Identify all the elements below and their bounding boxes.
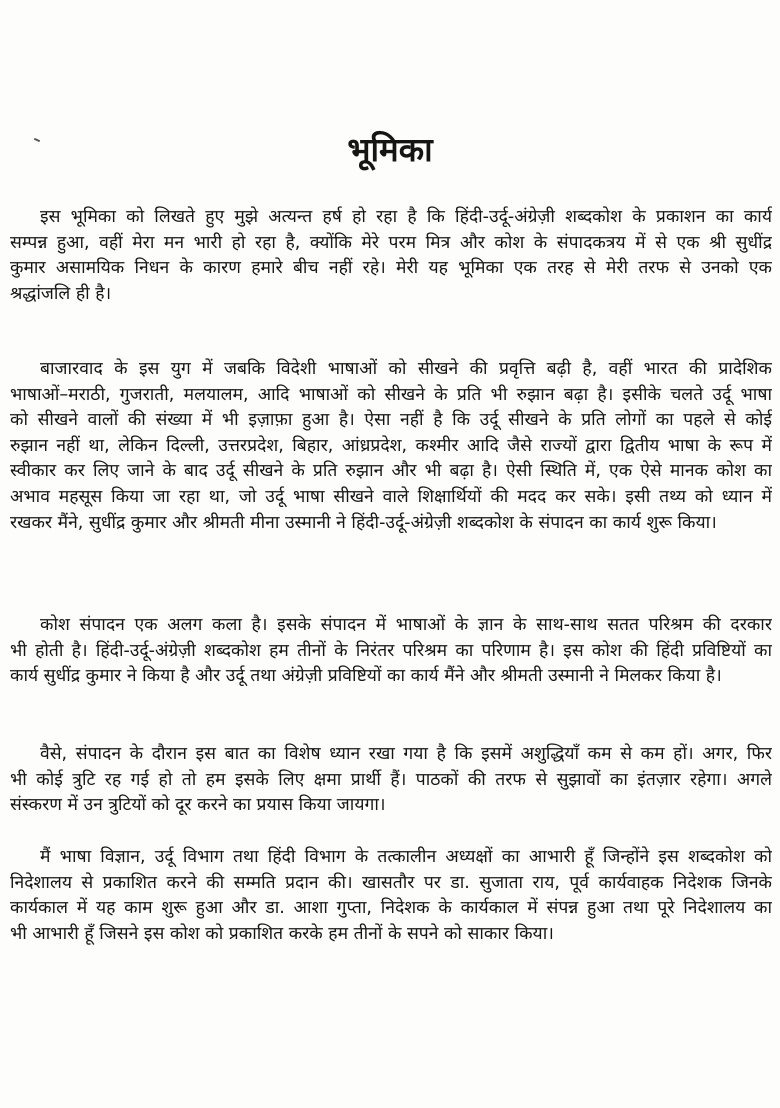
text-line: रुझान नहीं था, लेकिन दिल्ली, उत्तरप्रदेश, बिहार, आंध्रप्रदेश, कश्मीर आदि जैसे राज्यों द्वारा द्वितीय भाषा के रूप में — [10, 435, 772, 456]
paragraph-2 — [10, 357, 772, 536]
text-line: भाषाओं–मराठी, गुजराती, मलयालम, आदि भाषाओं को सीखने के प्रति भी रुझान बढ़ा है। इसीके चलते उर्दू भाषा — [10, 384, 772, 405]
text-line: निदेशालय से प्रकाशित करने की सम्मति प्रदान की। खासतौर पर डा. सुजाता राय, पूर्व कार्यवाहक निदेशक जिनके — [10, 872, 772, 893]
page-title: भूमिका — [347, 130, 433, 169]
text-line: सम्पन्न हुआ, वहीं मेरा मन भारी हो रहा है, क्योंकि मेरे परम मित्र और कोश के संपादकत्रय में से एक श्री सुधींद्र — [10, 232, 772, 253]
text-line: बाजारवाद के इस युग में जबकि विदेशी भाषाओं को सीखने की प्रवृत्ति बढ़ी है, वहीं भारत की प्रादेशिक — [40, 359, 772, 379]
paragraph-3 — [10, 613, 772, 690]
text-line: कार्य सुधींद्र कुमार ने किया है और उर्दू तथा अंग्रेज़ी प्रविष्टियों का कार्य मैंने और श्रीमती उस्मानी ने मिलकर किया है। — [10, 666, 722, 687]
text-line: श्रद्धांजलि ही है। — [10, 283, 112, 304]
paragraph-1 — [10, 205, 772, 307]
text-line: संस्करण में उन त्रुटियों को दूर करने का प्रयास किया जायगा। — [10, 795, 386, 816]
text-line: अभाव महसूस किया जा रहा था, जो उर्दू भाषा सीखने वाले शिक्षार्थियों की मदद कर सके। इसी तथ्य को ध्यान में — [10, 486, 772, 507]
text-line: स्वीकार कर लिए जाने के बाद उर्दू सीखने के प्रति रुझान और भी बढ़ा है। ऐसी स्थिति में, एक ऐसे मानक कोश का — [10, 461, 772, 482]
text-line: भी होती है। हिंदी-उर्दू-अंग्रेज़ी शब्दकोश हम तीनों के निरंतर परिश्रम का परिणाम है। इस कोश की हिंदी प्रविष्टियों का — [10, 640, 772, 661]
text-line: भी कोई त्रुटि रह गई हो तो हम इसके लिए क्षमा प्रार्थी हैं। पाठकों की तरफ से सुझावों का इंतज़ार रहेगा। अगले — [10, 769, 772, 790]
text-line: इस भूमिका को लिखते हुए मुझे अत्यन्त हर्ष हो रहा है कि हिंदी-उर्दू-अंग्रेज़ी शब्दकोश के प्रकाशन का कार्य — [40, 207, 772, 227]
text-line: को सीखने वालों की संख्या में भी इज़ाफ़ा हुआ है। ऐसा नहीं है कि उर्दू सीखने के प्रति लोगों का पहले से कोई — [10, 410, 772, 431]
text-line: वैसे, संपादन के दौरान इस बात का विशेष ध्यान रखा गया है कि इसमें अशुद्धियाँ कम से कम हों। अगर, फिर — [40, 744, 772, 764]
text-line: रखकर मैंने, सुधींद्र कुमार और श्रीमती मीना उस्मानी ने हिंदी-उर्दू-अंग्रेज़ी शब्दकोश के संपादन का कार्य शुरू किया। — [10, 512, 717, 533]
paragraph-4 — [10, 742, 772, 819]
text-line: भी आभारी हूँ जिसने इस कोश को प्रकाशित करके हम तीनों के सपने को साकार किया। — [10, 923, 554, 944]
text-line: कुमार असामयिक निधन के कारण हमारे बीच नहीं रहे। मेरी यह भूमिका एक तरह से मेरी तरफ से उनको एक — [10, 258, 772, 279]
paragraph-5 — [10, 845, 772, 947]
text-line: कोश संपादन एक अलग कला है। इसके संपादन में भाषाओं के ज्ञान के साथ-साथ सतत परिश्रम की दरकार — [40, 615, 772, 635]
text-line: कार्यकाल में यह काम शुरू हुआ और डा. आशा गुप्ता, निदेशक के कार्यकाल में संपन्न हुआ तथा पूरे निदेशालय का — [10, 898, 772, 919]
text-line: मैं भाषा विज्ञान, उर्दू विभाग तथा हिंदी विभाग के तत्कालीन अध्यक्षों का आभारी हूँ जिन्होंने इस शब्दकोश को — [40, 847, 772, 867]
